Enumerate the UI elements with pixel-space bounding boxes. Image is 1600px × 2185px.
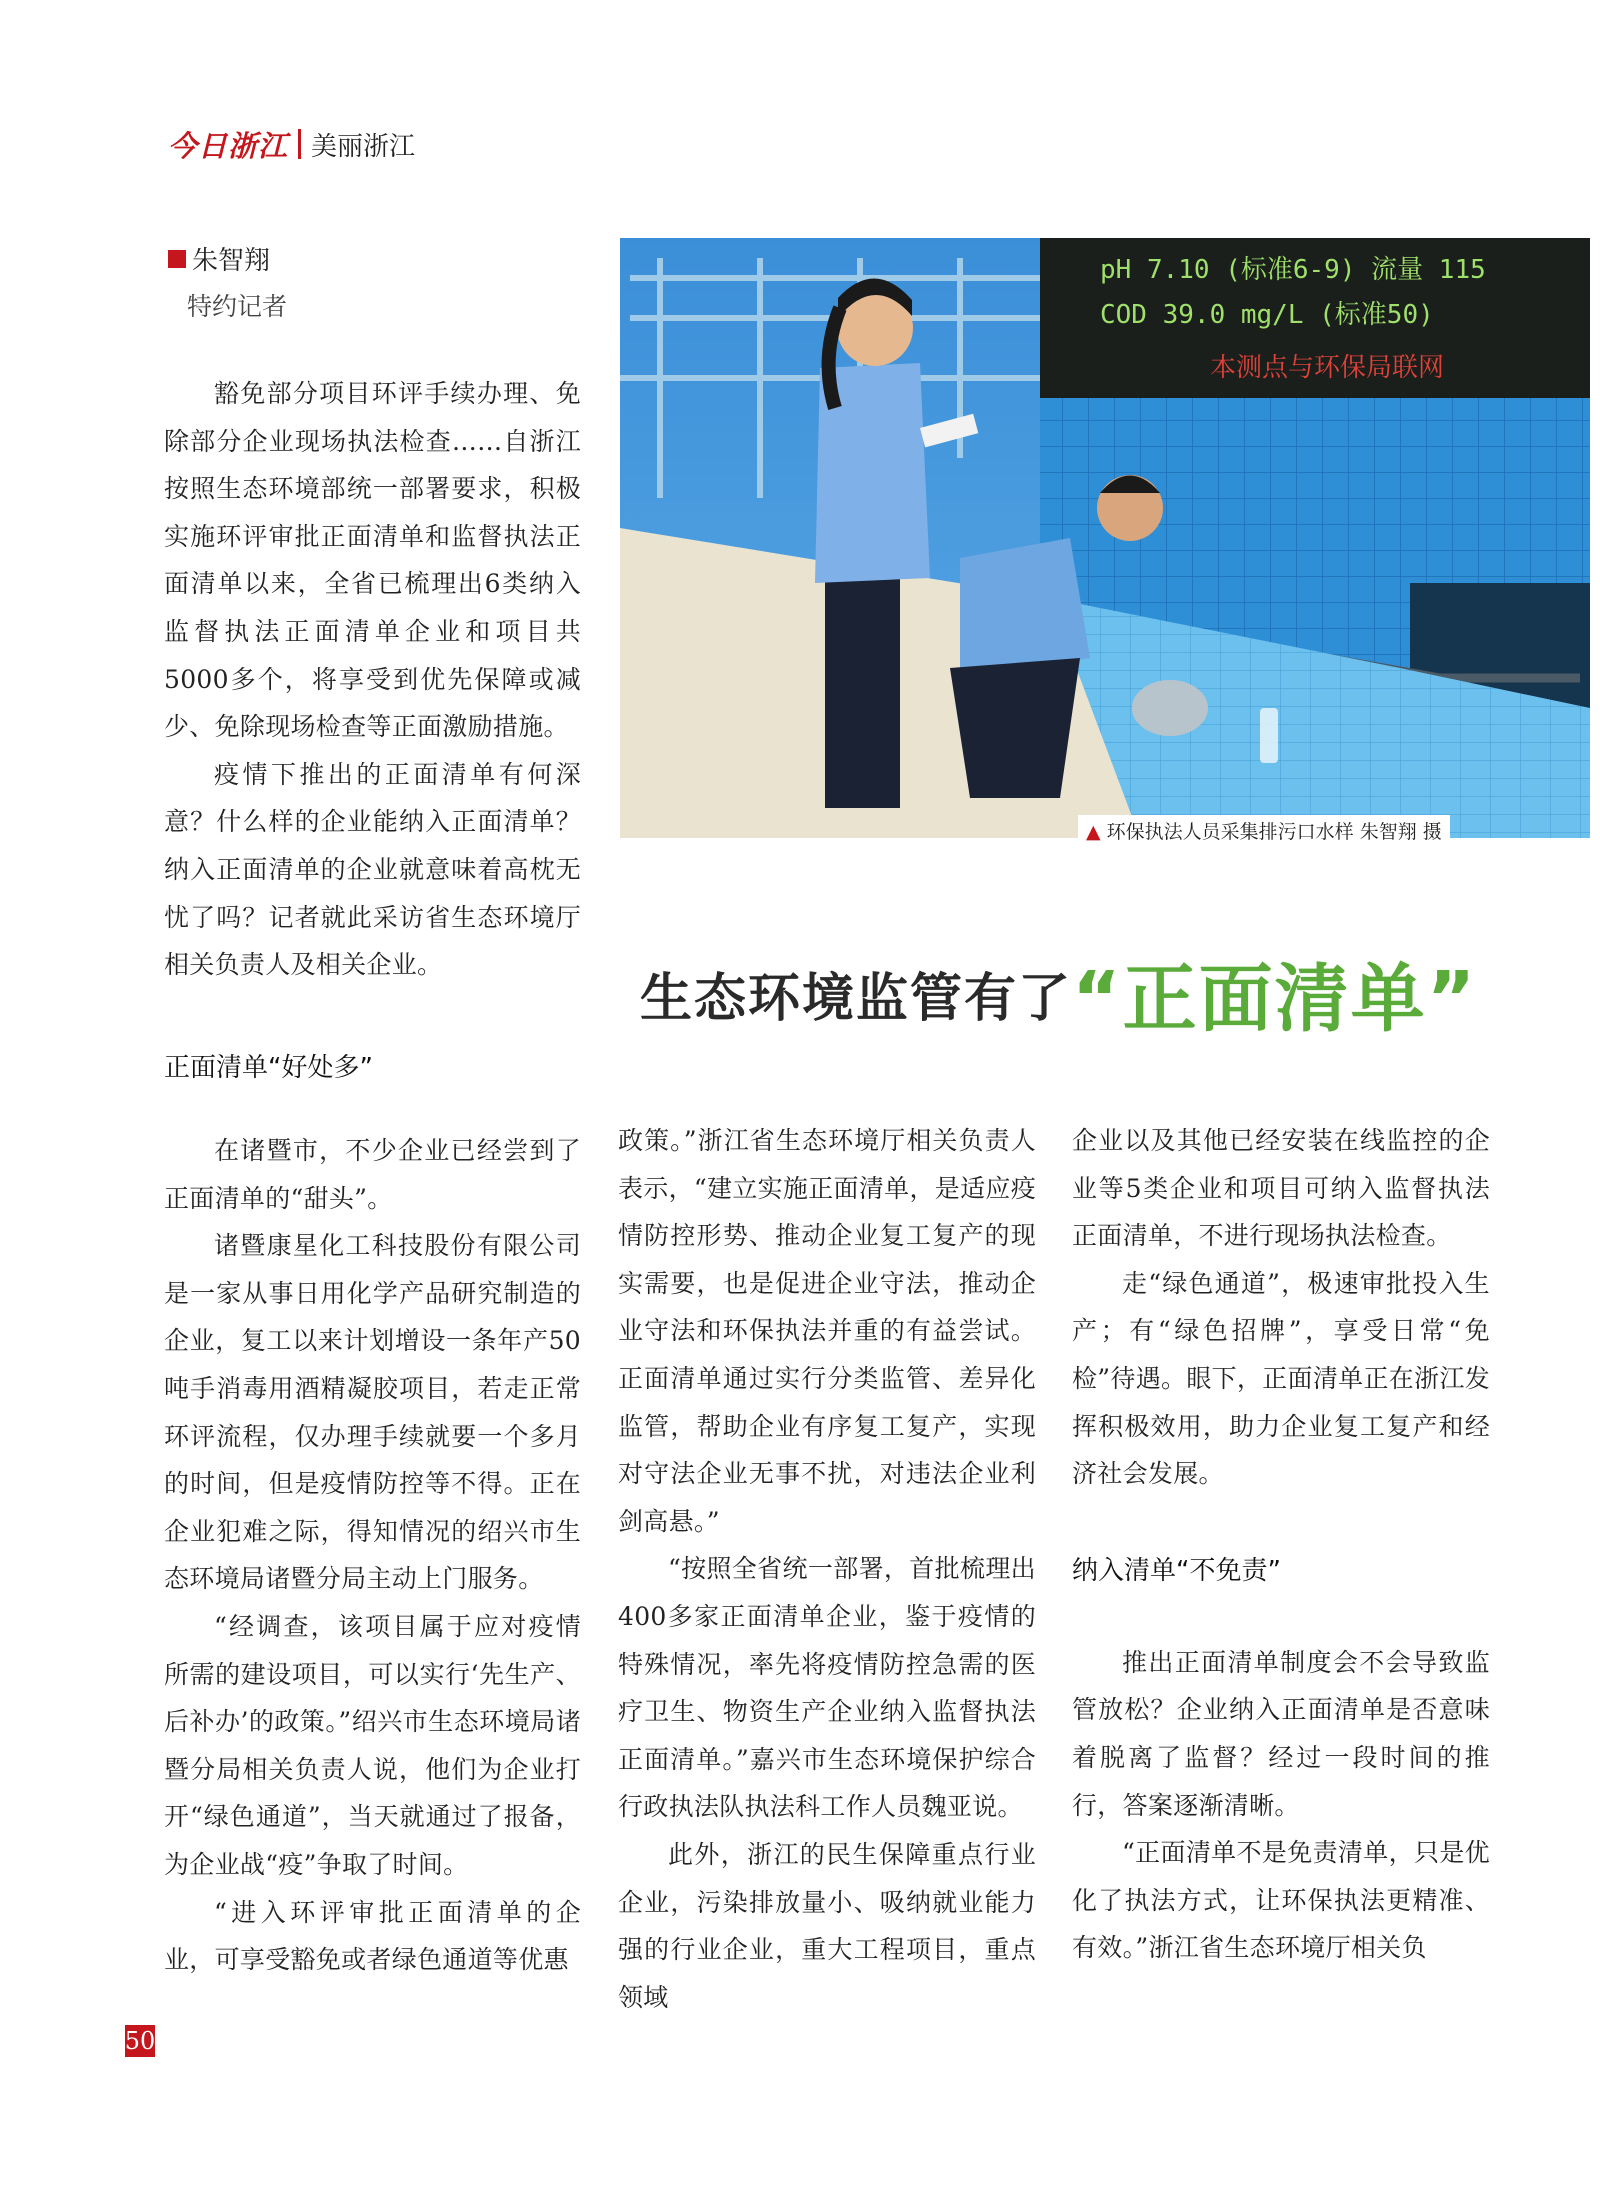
- led-line-2: COD 39.0 mg/L (标准50): [1100, 300, 1434, 330]
- body-column-2: [618, 1117, 1036, 2021]
- photo-illustration: [620, 238, 1590, 838]
- intro-paragraph: 疫情下推出的正面清单有何深意？什么样的企业能纳入正面清单？纳入正面清单的企业就意味着高枕无忧了吗？记者就此采访省生态环境厅相关负责人及相关企业。: [164, 759, 581, 980]
- header-divider: [298, 129, 301, 159]
- intro-text: [164, 370, 581, 1084]
- body-column-1: [164, 1127, 581, 1984]
- photo-caption-text: 环保执法人员采集排污口水样 朱智翔 摄: [1106, 821, 1442, 843]
- section-heading-benefits: 正面清单“好处多”: [164, 1052, 373, 1083]
- author-name: 朱智翔: [192, 246, 271, 276]
- body-paragraph: “进入环评审批正面清单的企业，可享受豁免或者绿色通道等优惠: [164, 1897, 581, 1975]
- page-number: 50: [124, 2027, 156, 2055]
- photo-caption: [1078, 815, 1450, 846]
- section-name: 美丽浙江: [311, 131, 416, 162]
- page-header: [168, 124, 415, 164]
- body-paragraph: “正面清单不是免责清单，只是优化了执法方式，让环保执法更精准、有效。”浙江省生态环境厅相关负: [1072, 1838, 1490, 1963]
- body-paragraph: 企业以及其他已经安装在线监控的企业等5类企业和项目可纳入监督执法正面清单，不进行现场执法检查。: [1072, 1126, 1490, 1251]
- red-square-icon: [168, 250, 186, 268]
- body-paragraph: 此外，浙江的民生保障重点行业企业，污染排放量小、吸纳就业能力强的行业企业，重大工程项目，重点领域: [618, 1839, 1036, 2012]
- body-paragraph: “按照全省统一部署，首批梳理出400多家正面清单企业，鉴于疫情的特殊情况，率先将疫情防控急需的医疗卫生、物资生产企业纳入监督执法正面清单。”嘉兴市生态环境保护综合行政执法队执法科工作人员魏亚说。: [618, 1554, 1036, 1822]
- article-title-main: 生态环境监管有了: [640, 967, 1073, 1029]
- body-paragraph: 政策。”浙江省生态环境厅相关负责人表示，“建立实施正面清单，是适应疫情防控形势、推动企业复工复产的现实需要，也是促进企业守法，推动企业守法和环保执法并重的有益尝试。正面清单通过实行分类监管、差异化监管，帮助企业有序复工复产，实现对守法企业无事不扰，对违法企业利剑高悬。”: [618, 1126, 1036, 1536]
- author-role: 特约记者: [187, 292, 288, 321]
- led-line-3: 本测点与环保局联网: [1210, 353, 1445, 383]
- intro-paragraph: 豁免部分项目环评手续办理、免除部分企业现场执法检查……自浙江按照生态环境部统一部署要求，积极实施环评审批正面清单和监督执法正面清单以来，全省已梳理出6类纳入监督执法正面清单企业和项目共5000多个，将享受到优先保障或减少、免除现场检查等正面激励措施。: [164, 379, 581, 742]
- body-column-3: [1072, 1117, 1490, 1972]
- body-paragraph: “经调查，该项目属于应对疫情所需的建设项目，可以实行‘先生产、后补办’的政策。”绍兴市生态环境局诸暨分局相关负责人说，他们为企业打开“绿色通道”，当天就通过了报备，为企业战“疫”争取了时间。: [164, 1611, 581, 1879]
- author-byline: [168, 240, 270, 277]
- section-heading-accountability: 纳入清单“不免责”: [1072, 1555, 1281, 1586]
- article-title-highlight: “正面清单”: [1072, 956, 1478, 1042]
- magazine-logo: 今日浙江: [168, 128, 289, 163]
- body-paragraph: 诸暨康星化工科技股份有限公司是一家从事日用化学产品研究制造的企业，复工以来计划增设一条年产50吨手消毒用酒精凝胶项目，若走正常环评流程，仅办理手续就要一个多月的时间，但是疫情防控等不得。正在企业犯难之际，得知情况的绍兴市生态环境局诸暨分局主动上门服务。: [164, 1231, 581, 1594]
- body-paragraph: 推出正面清单制度会不会导致监管放松？企业纳入正面清单是否意味着脱离了监督？经过一段时间的推行，答案逐渐清晰。: [1072, 1647, 1490, 1820]
- body-paragraph: 在诸暨市，不少企业已经尝到了正面清单的“甜头”。: [164, 1136, 581, 1213]
- triangle-marker-icon: ▲: [1086, 821, 1101, 843]
- body-paragraph: 走“绿色通道”，极速审批投入生产；有“绿色招牌”，享受日常“免检”待遇。眼下，正面清单正在浙江发挥积极效用，助力企业复工复产和经济社会发展。: [1072, 1268, 1490, 1489]
- led-line-1: pH 7.10 (标准6-9) 流量 115: [1100, 255, 1486, 285]
- article-photo: [620, 238, 1590, 838]
- article-title: [640, 940, 1590, 1046]
